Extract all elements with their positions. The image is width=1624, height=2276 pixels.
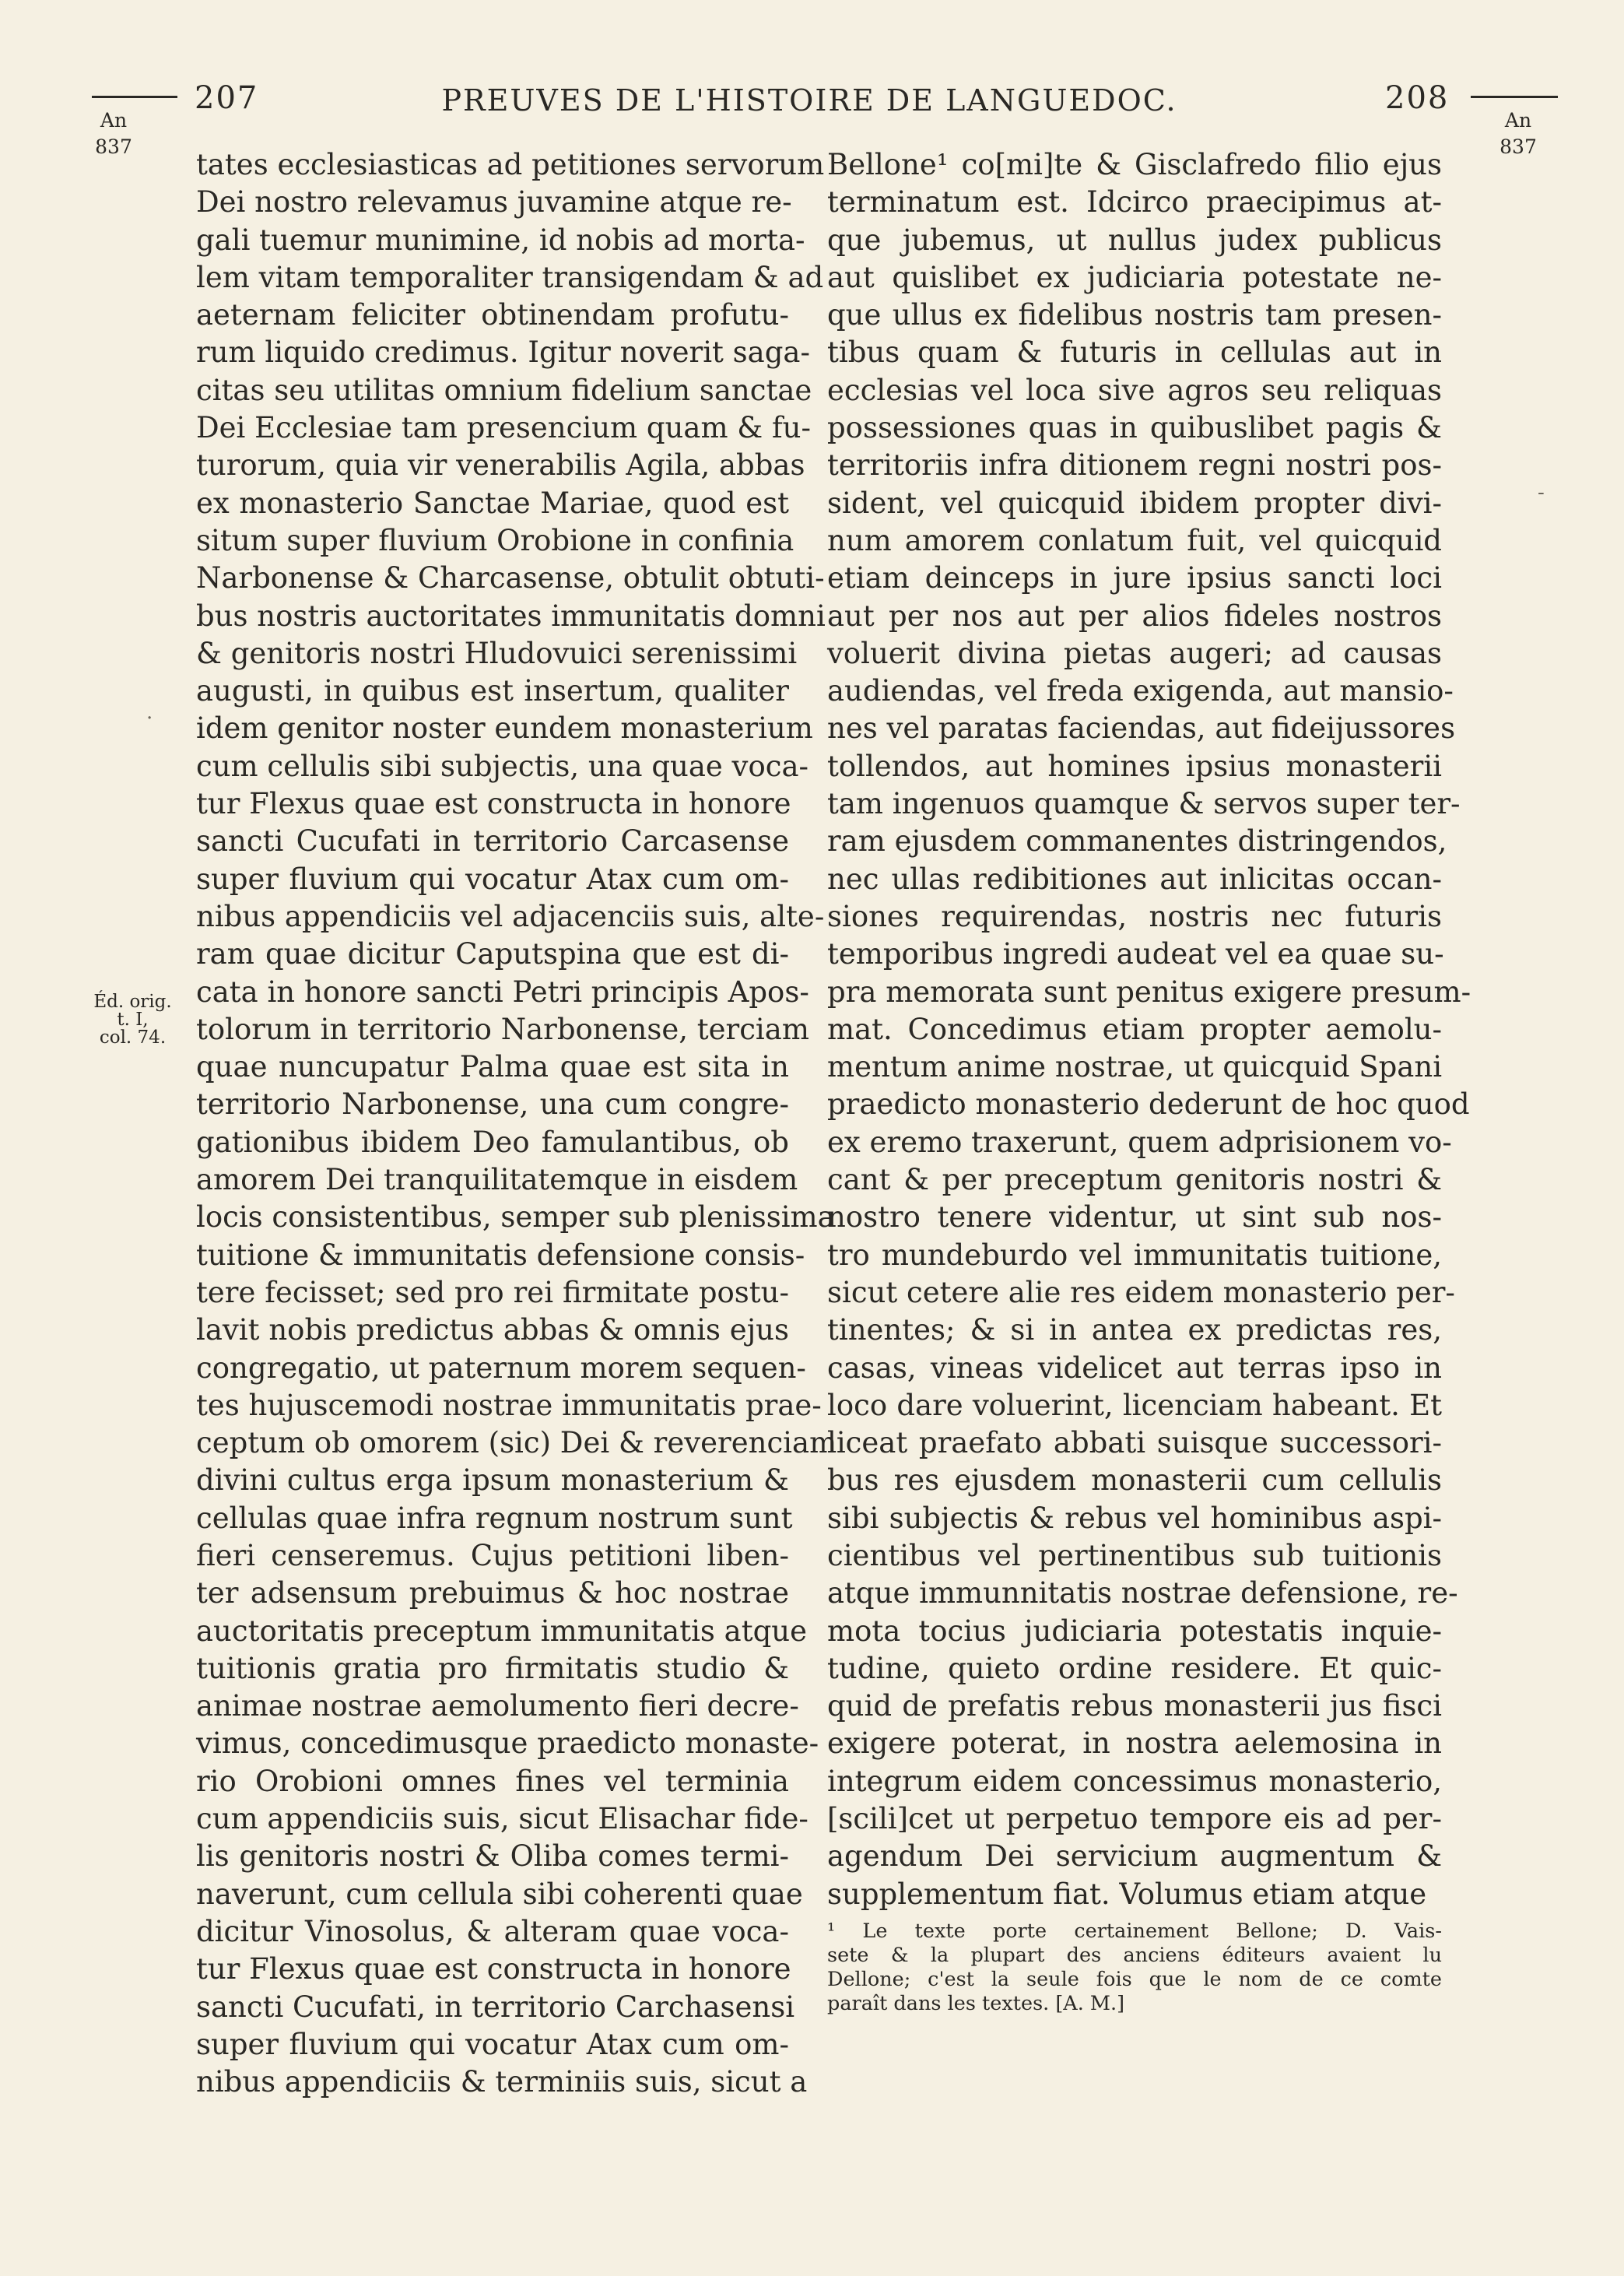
text-line: nec ullas redibitiones aut inlicitas occan- [827, 862, 1442, 896]
text-line: Narbonense & Charcasense, obtulit obtuti- [196, 561, 825, 595]
text-line: nostro tenere videntur, ut sint sub nos- [827, 1200, 1442, 1235]
text-line: tibus quam & futuris in cellulas aut in [827, 335, 1442, 370]
text-line: ex monasterio Sanctae Mariae, quod est [196, 486, 789, 520]
text-line: sancti Cucufati in territorio Carcasense [196, 824, 789, 859]
text-line: Bellone¹ co[mi]te & Gisclafredo filio ejus [827, 148, 1442, 181]
text-line: supplementum fiat. Volumus etiam atque [827, 1877, 1427, 1911]
footnote-line: Dellone; c'est la seule fois que le nom de ce comte [827, 1968, 1442, 1991]
text-line: nibus appendiciis vel adjacenciis suis, alte- [196, 899, 825, 933]
text-line: lem vitam temporaliter transigendam & ad [196, 260, 824, 294]
text-line: tro mundeburdo vel immunitatis tuitione, [827, 1238, 1442, 1272]
margin-year-label: An [1504, 109, 1532, 132]
text-line: que jubemus, ut nullus judex publicus [827, 223, 1442, 257]
text-line: ram quae dicitur Caputspina que est di- [196, 937, 789, 971]
text-line: tes hujuscemodi nostrae immunitatis prae- [196, 1388, 822, 1422]
text-line: vimus, concedimusque praedicto monaste- [196, 1726, 819, 1761]
text-line: amorem Dei tranquilitatemque in eisdem [196, 1163, 798, 1197]
footnote-line: ¹ Le texte porte certainement Bellone; D. Vais- [827, 1919, 1442, 1943]
text-line: gationibus ibidem Deo famulantibus, ob [196, 1125, 789, 1159]
text-line: augusti, in quibus est insertum, qualiter [196, 674, 789, 708]
text-line: Dei Ecclesiae tam presencium quam & fu- [196, 411, 812, 445]
text-line: siones requirendas, nostris nec futuris [827, 899, 1442, 933]
text-line: tates ecclesiasticas ad petitiones servorum [196, 148, 825, 181]
text-line: tinentes; & si in antea ex predictas res, [827, 1313, 1442, 1347]
text-line: ecclesias vel loca sive agros seu reliquas [827, 373, 1442, 407]
text-line: liceat praefato abbati suisque successori- [827, 1426, 1442, 1460]
text-line: lis genitoris nostri & Oliba comes termi- [196, 1839, 789, 1874]
text-line: atque immunnitatis nostrae defensione, re- [827, 1576, 1458, 1610]
text-line: etiam deinceps in jure ipsius sancti loci [827, 561, 1442, 595]
margin-year-label: An [100, 109, 128, 132]
text-line: voluerit divina pietas augeri; ad causas [827, 636, 1442, 670]
text-line: quae nuncupatur Palma quae est sita in [196, 1050, 789, 1084]
text-line: mat. Concedimus etiam propter aemolu- [827, 1012, 1442, 1046]
text-line: tur Flexus quae est constructa in honore [196, 1952, 791, 1986]
text-line: rio Orobioni omnes fines vel terminia [196, 1764, 789, 1798]
text-line: exigere poterat, in nostra aelemosina in [827, 1726, 1442, 1761]
text-line: fieri censeremus. Cujus petitioni liben- [196, 1538, 789, 1572]
text-line: tollendos, aut homines ipsius monasterii [827, 749, 1442, 783]
running-title: PREUVES DE L'HISTOIRE DE LANGUEDOC. [441, 83, 1177, 118]
text-column-left [196, 146, 837, 2101]
margin-year-value: 837 [1499, 135, 1537, 158]
text-line: gali tuemur munimine, id nobis ad morta- [196, 223, 805, 257]
text-line: nibus appendiciis & terminiis suis, sicut a [196, 2065, 808, 2099]
text-line: ex eremo traxerunt, quem adprisionem vo- [827, 1125, 1452, 1159]
text-line: divini cultus erga ipsum monasterium & [196, 1463, 789, 1498]
text-line: praedicto monasterio dederunt de hoc quod [827, 1087, 1470, 1122]
text-line: super fluvium qui vocatur Atax cum om- [196, 2027, 789, 2061]
text-line: loco dare voluerint, licenciam habeant. Et [827, 1388, 1442, 1422]
text-line: naverunt, cum cellula sibi coherenti quae [196, 1877, 803, 1911]
text-line: cum cellulis sibi subjectis, una quae voca- [196, 749, 809, 783]
text-line: sident, vel quicquid ibidem propter divi- [827, 486, 1442, 520]
margin-note-line: Éd. orig. [93, 992, 172, 1012]
text-line: agendum Dei servicium augmentum & [827, 1839, 1442, 1874]
footnote-line: sete & la plupart des anciens éditeurs avaient lu [827, 1944, 1442, 1967]
text-line: lavit nobis predictus abbas & omnis ejus [196, 1313, 789, 1347]
text-line: sibi subjectis & rebus vel hominibus aspi- [827, 1501, 1442, 1535]
text-line: num amorem conlatum fuit, vel quicquid [827, 523, 1442, 557]
text-line: que ullus ex fidelibus nostris tam presen- [827, 298, 1442, 332]
margin-year-left [86, 107, 142, 160]
page-number-left: 207 [195, 80, 259, 116]
text-line: territoriis infra ditionem regni nostri pos- [827, 448, 1442, 483]
text-line: aeternam feliciter obtinendam profutu- [196, 298, 789, 332]
text-line: cientibus vel pertinentibus sub tuitionis [827, 1538, 1442, 1572]
text-line: cata in honore sancti Petri principis Apos- [196, 975, 809, 1009]
text-line: situm super fluvium Orobione in confinia [196, 523, 794, 557]
margin-note-line: col. 74. [99, 1027, 167, 1048]
text-line: aut quislibet ex judiciaria potestate ne- [827, 260, 1442, 294]
text-line: tuitione & immunitatis defensione consis- [196, 1238, 805, 1272]
text-line: turorum, quia vir venerabilis Agila, abbas [196, 448, 805, 483]
text-line: auctoritatis preceptum immunitatis atque [196, 1614, 807, 1648]
text-line: sancti Cucufati, in territorio Carchasensi [196, 1990, 795, 2024]
page-number-right: 208 [1385, 80, 1450, 116]
footnote [827, 1919, 1442, 2016]
margin-mark: . [146, 701, 153, 724]
text-line: ceptum ob omorem (sic) Dei & reverenciam [196, 1426, 837, 1460]
margin-mark: - [1538, 481, 1545, 504]
text-line: tere fecisset; sed pro rei firmitate postu- [196, 1275, 789, 1309]
text-line: quid de prefatis rebus monasterii jus fisci [827, 1689, 1442, 1723]
header-rule-right [1471, 96, 1558, 98]
text-line: citas seu utilitas omnium fidelium sanctae [196, 373, 812, 407]
text-line: locis consistentibus, semper sub plenissima [196, 1200, 835, 1235]
text-line: tuitionis gratia pro firmitatis studio & [196, 1651, 789, 1685]
text-line: cum appendiciis suis, sicut Elisachar fide- [196, 1802, 808, 1836]
text-line: [scili]cet ut perpetuo tempore eis ad per- [827, 1802, 1442, 1836]
text-line: terminatum est. Idcirco praecipimus at- [827, 185, 1442, 220]
text-line: rum liquido credimus. Igitur noverit saga- [196, 335, 810, 370]
text-line: cellulas quae infra regnum nostrum sunt [196, 1501, 793, 1535]
margin-year-value: 837 [95, 135, 132, 158]
text-line: pra memorata sunt penitus exigere presum- [827, 975, 1471, 1009]
text-line: tam ingenuos quamque & servos super ter- [827, 787, 1461, 821]
text-line: bus res ejusdem monasterii cum cellulis [827, 1463, 1442, 1498]
text-line: integrum eidem concessimus monasterio, [827, 1764, 1442, 1798]
text-line: cant & per preceptum genitoris nostri & [827, 1163, 1442, 1197]
header-rule-left [92, 96, 177, 98]
text-line: tolorum in territorio Narbonense, terciam [196, 1012, 809, 1046]
text-line: animae nostrae aemolumento fieri decre- [196, 1689, 799, 1723]
text-line: mota tocius judiciaria potestatis inquie- [827, 1614, 1442, 1648]
text-line: Dei nostro relevamus juvamine atque re- [196, 185, 792, 220]
text-line: sicut cetere alie res eidem monasterio per- [827, 1275, 1455, 1309]
text-line: aut per nos aut per alios fideles nostros [827, 599, 1442, 633]
text-line: temporibus ingredi audeat vel ea quae su- [827, 937, 1444, 971]
text-line: possessiones quas in quibuslibet pagis & [827, 411, 1442, 445]
text-column-right [827, 146, 1471, 1913]
text-line: idem genitor noster eundem monasterium [196, 711, 813, 746]
text-line: congregatio, ut paternum morem sequen- [196, 1350, 806, 1385]
text-line: ram ejusdem commanentes distringendos, [827, 824, 1447, 859]
text-line: tur Flexus quae est constructa in honore [196, 787, 791, 821]
text-line: mentum anime nostrae, ut quicquid Spani [827, 1050, 1443, 1084]
text-line: super fluvium qui vocatur Atax cum om- [196, 862, 789, 896]
text-line: ter adsensum prebuimus & hoc nostrae [196, 1576, 789, 1610]
text-line: territorio Narbonense, una cum congre- [196, 1087, 789, 1122]
text-line: tudine, quieto ordine residere. Et quic- [827, 1651, 1442, 1685]
margin-note-edition [84, 993, 181, 1047]
margin-note-line: t. I, [117, 1010, 149, 1030]
text-line: dicitur Vinosolus, & alteram quae voca- [196, 1914, 789, 1948]
text-line: & genitoris nostri Hludovuici serenissimi [196, 636, 798, 670]
text-line: nes vel paratas faciendas, aut fideijussores [827, 711, 1456, 746]
text-line: audiendas, vel freda exigenda, aut mansio- [827, 674, 1454, 708]
text-line: bus nostris auctoritates immunitatis domni [196, 599, 826, 633]
footnote-line: paraît dans les textes. [A. M.] [827, 1992, 1125, 2015]
margin-year-right [1490, 107, 1546, 160]
text-line: casas, vineas videlicet aut terras ipso in [827, 1350, 1442, 1385]
